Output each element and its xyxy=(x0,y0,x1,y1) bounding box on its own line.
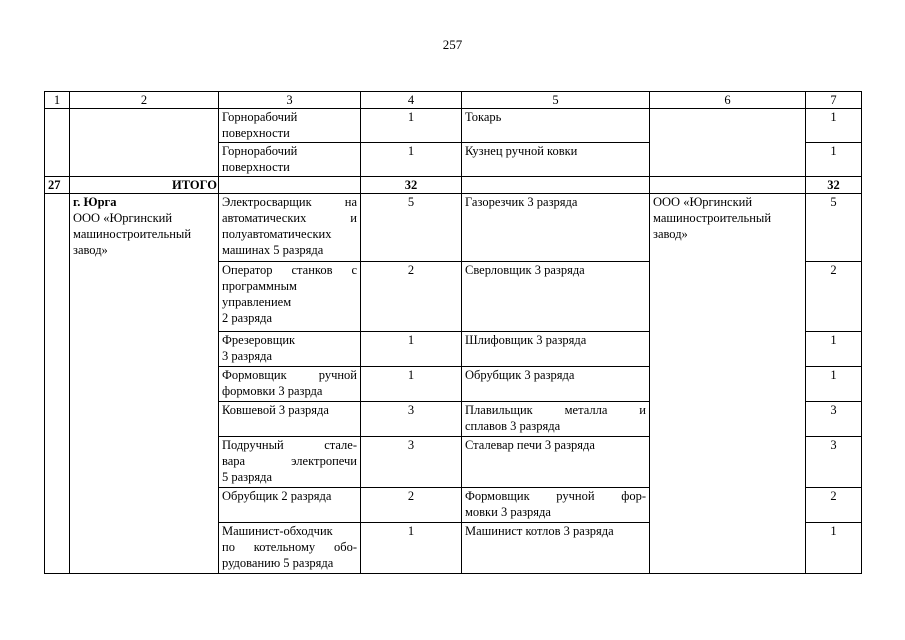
total-count-cell: 3 xyxy=(806,402,862,437)
table-row xyxy=(45,194,862,262)
column-header: 6 xyxy=(650,92,806,109)
cell-line: рудованию 5 разряда xyxy=(222,556,334,570)
cell-line: ООО «Юргинский xyxy=(73,211,173,225)
cell-line: Машинист-обходчик xyxy=(222,524,333,538)
cell-line: Токарь xyxy=(465,110,502,124)
total-count-cell: 2 xyxy=(806,488,862,523)
count-cell: 1 xyxy=(361,332,462,367)
total-empty xyxy=(219,177,361,194)
cell-line: Ковшевой 3 разряда xyxy=(222,403,329,417)
column-header: 5 xyxy=(462,92,650,109)
employer-cell xyxy=(650,194,806,574)
cell-line: ООО «Юргинский xyxy=(653,195,753,209)
column-header: 7 xyxy=(806,92,862,109)
cell-line: формовки 3 разрда xyxy=(222,384,323,398)
cell-line: машиностроительный xyxy=(73,227,192,241)
profession-cell xyxy=(219,523,361,574)
count-cell: 1 xyxy=(361,367,462,402)
cell-line: Плавильщик металла и xyxy=(465,403,646,417)
cell-line: Оператор станков с xyxy=(222,263,357,277)
cell-line: Формовщик ручной xyxy=(222,368,357,382)
profession-cell xyxy=(219,402,361,437)
total-empty xyxy=(462,177,650,194)
target-profession-cell xyxy=(462,523,650,574)
cell-line: Электросварщик на xyxy=(222,195,357,209)
column-header: 4 xyxy=(361,92,462,109)
total-count-cell: 5 xyxy=(806,194,862,262)
cell-line: программным xyxy=(222,279,297,293)
cell-line: Сверловщик 3 разряда xyxy=(465,263,585,277)
total-sum: 32 xyxy=(361,177,462,194)
profession-cell xyxy=(219,488,361,523)
total-label: ИТОГО xyxy=(70,177,219,194)
cell-line: завод» xyxy=(653,227,688,241)
count-cell: 2 xyxy=(361,262,462,332)
profession-cell xyxy=(219,194,361,262)
profession-cell xyxy=(219,437,361,488)
cell-line: завод» xyxy=(73,243,108,257)
cell-col2 xyxy=(70,109,219,177)
cell-line: мовки 3 разряда xyxy=(465,505,551,519)
organization-cell xyxy=(70,194,219,574)
target-profession-cell xyxy=(462,332,650,367)
cell-line: Обрубщик 2 разряда xyxy=(222,489,332,503)
cell-line: вара электропечи xyxy=(222,454,357,468)
total-count-cell: 1 xyxy=(806,523,862,574)
cell-line: машинах 5 разряда xyxy=(222,243,324,257)
target-profession-cell xyxy=(462,194,650,262)
total-count-cell: 3 xyxy=(806,437,862,488)
target-profession-cell xyxy=(462,402,650,437)
cell-line: поверхности xyxy=(222,160,290,174)
cell-line: сплавов 3 разряда xyxy=(465,419,561,433)
cell-line: Горнорабочий xyxy=(222,144,298,158)
count-cell: 3 xyxy=(361,402,462,437)
cell-line: автоматических и xyxy=(222,211,357,225)
profession-cell xyxy=(219,332,361,367)
target-profession-cell xyxy=(462,437,650,488)
header-row xyxy=(45,92,862,109)
cell-line: полуавтоматических xyxy=(222,227,332,241)
cell-line: Кузнец ручной ковки xyxy=(465,144,578,158)
column-header: 3 xyxy=(219,92,361,109)
cell-line: по котельному обо- xyxy=(222,540,357,554)
cell-line: Подручный стале- xyxy=(222,438,357,452)
total-count-cell: 2 xyxy=(806,262,862,332)
cell-line: управлением xyxy=(222,295,292,309)
cell-line: Формовщик ручной фор- xyxy=(465,489,646,503)
column-header: 2 xyxy=(70,92,219,109)
total-row xyxy=(45,177,862,194)
column-header: 1 xyxy=(45,92,70,109)
total-count-cell: 1 xyxy=(806,367,862,402)
profession-cell xyxy=(219,109,361,143)
table-row xyxy=(45,109,862,143)
total-empty xyxy=(650,177,806,194)
profession-cell xyxy=(219,367,361,402)
cell-line: 2 разряда xyxy=(222,311,273,325)
cell-line: Газорезчик 3 разряда xyxy=(465,195,578,209)
cell-line: Фрезеровщик xyxy=(222,333,296,347)
target-profession-cell xyxy=(462,488,650,523)
count-cell: 3 xyxy=(361,437,462,488)
staffing-table xyxy=(44,91,862,574)
page-number: 257 xyxy=(442,37,463,52)
count-cell: 2 xyxy=(361,488,462,523)
total-count-cell: 1 xyxy=(806,332,862,367)
table-body xyxy=(45,92,862,574)
count-cell: 1 xyxy=(361,109,462,143)
profession-cell xyxy=(219,262,361,332)
cell-line: Горнорабочий xyxy=(222,110,298,124)
profession-cell xyxy=(219,143,361,177)
total-count-cell: 1 xyxy=(806,143,862,177)
cell-line: Сталевар печи 3 разряда xyxy=(465,438,595,452)
count-cell: 1 xyxy=(361,143,462,177)
cell-line: Машинист котлов 3 разряда xyxy=(465,524,614,538)
total-number: 27 xyxy=(45,177,70,194)
count-cell: 1 xyxy=(361,523,462,574)
employer-cell xyxy=(650,109,806,177)
target-profession-cell xyxy=(462,109,650,143)
cell-col1 xyxy=(45,109,70,177)
cell-line: Обрубщик 3 разряда xyxy=(465,368,575,382)
target-profession-cell xyxy=(462,367,650,402)
target-profession-cell xyxy=(462,143,650,177)
location-label: г. Юрга xyxy=(73,195,117,209)
count-cell: 5 xyxy=(361,194,462,262)
cell-line: 5 разряда xyxy=(222,470,273,484)
cell-line: Шлифовщик 3 разряда xyxy=(465,333,587,347)
total-count-cell: 1 xyxy=(806,109,862,143)
cell-line: 3 разряда xyxy=(222,349,273,363)
cell-col1 xyxy=(45,194,70,574)
cell-line: поверхности xyxy=(222,126,290,140)
cell-line: машиностроительный xyxy=(653,211,772,225)
target-profession-cell xyxy=(462,262,650,332)
total-sum: 32 xyxy=(806,177,862,194)
